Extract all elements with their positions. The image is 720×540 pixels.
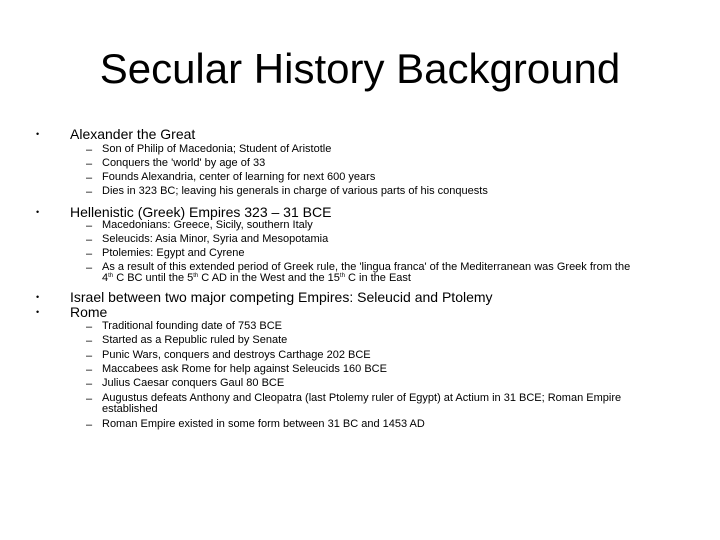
sub-bullet-text: Roman Empire existed in some form between 31 BC and 1453 AD xyxy=(102,418,425,430)
dash-marker: – xyxy=(86,158,93,170)
bullet-marker: • xyxy=(36,292,40,302)
sub-bullet-text: Macedonians: Greece, Sicily, southern Italy xyxy=(102,219,313,231)
dash-marker: – xyxy=(86,350,93,362)
sub-bullet-text: Dies in 323 BC; leaving his generals in charge of various parts of his conquests xyxy=(102,185,488,197)
bullet-marker: • xyxy=(36,129,40,139)
text-run: 4 xyxy=(102,272,109,284)
dash-marker: – xyxy=(86,262,93,274)
sub-bullet-text: Son of Philip of Macedonia; Student of Aristotle xyxy=(102,143,332,155)
dash-marker: – xyxy=(86,378,93,390)
dash-marker: – xyxy=(86,186,93,198)
slide-title: Secular History Background xyxy=(99,45,621,92)
text-run: C BC until the 5 xyxy=(113,272,194,284)
sub-bullet-line: Augustus defeats Anthony and Cleopatra (last Ptolemy ruler of Egypt) at Actium in 31 BCE; Roman Empire xyxy=(102,392,622,404)
superscript: th xyxy=(339,273,345,279)
sub-bullet-text: Julius Caesar conquers Gaul 80 BCE xyxy=(102,377,285,389)
sub-bullet-text: Started as a Republic ruled by Senate xyxy=(102,334,288,346)
sub-bullet-text: Punic Wars, conquers and destroys Carthage 202 BCE xyxy=(102,349,371,361)
dash-marker: – xyxy=(86,364,93,376)
bullet-marker: • xyxy=(36,207,40,217)
bullet-marker: • xyxy=(36,307,40,317)
text-run: C in the East xyxy=(344,272,411,284)
text-run: C AD in the West and the 15 xyxy=(198,272,340,284)
superscript: th xyxy=(108,273,114,279)
superscript: th xyxy=(193,273,199,279)
dash-marker: – xyxy=(86,393,93,405)
dash-marker: – xyxy=(86,234,93,246)
dash-marker: – xyxy=(86,220,93,232)
bullet-text: Hellenistic (Greek) Empires 323 – 31 BCE xyxy=(70,204,332,220)
sub-bullet-line xyxy=(102,272,411,284)
sub-bullet-line: As a result of this extended period of Greek rule, the 'lingua franca' of the Mediterranean was Greek from the xyxy=(102,261,631,273)
sub-bullet-text: Maccabees ask Rome for help against Seleucids 160 BCE xyxy=(102,363,387,375)
dash-marker: – xyxy=(86,248,93,260)
sub-bullet-text xyxy=(102,393,692,415)
sub-bullet-text: Ptolemies: Egypt and Cyrene xyxy=(102,247,245,259)
bullet-text: Alexander the Great xyxy=(70,126,196,142)
sub-bullet-text: Founds Alexandria, center of learning for next 600 years xyxy=(102,171,376,183)
dash-marker: – xyxy=(86,335,93,347)
sub-bullet-text: Conquers the 'world' by age of 33 xyxy=(102,157,266,169)
dash-marker: – xyxy=(86,419,93,431)
sub-bullet-text: Traditional founding date of 753 BCE xyxy=(102,320,282,332)
sub-bullet-line: established xyxy=(102,403,158,415)
bullet-text: Israel between two major competing Empires: Seleucid and Ptolemy xyxy=(70,289,493,305)
sub-bullet-text: Seleucids: Asia Minor, Syria and Mesopotamia xyxy=(102,233,329,245)
dash-marker: – xyxy=(86,172,93,184)
dash-marker: – xyxy=(86,321,93,333)
bullet-text: Rome xyxy=(70,304,108,320)
dash-marker: – xyxy=(86,144,93,156)
sub-bullet-text xyxy=(102,262,692,284)
